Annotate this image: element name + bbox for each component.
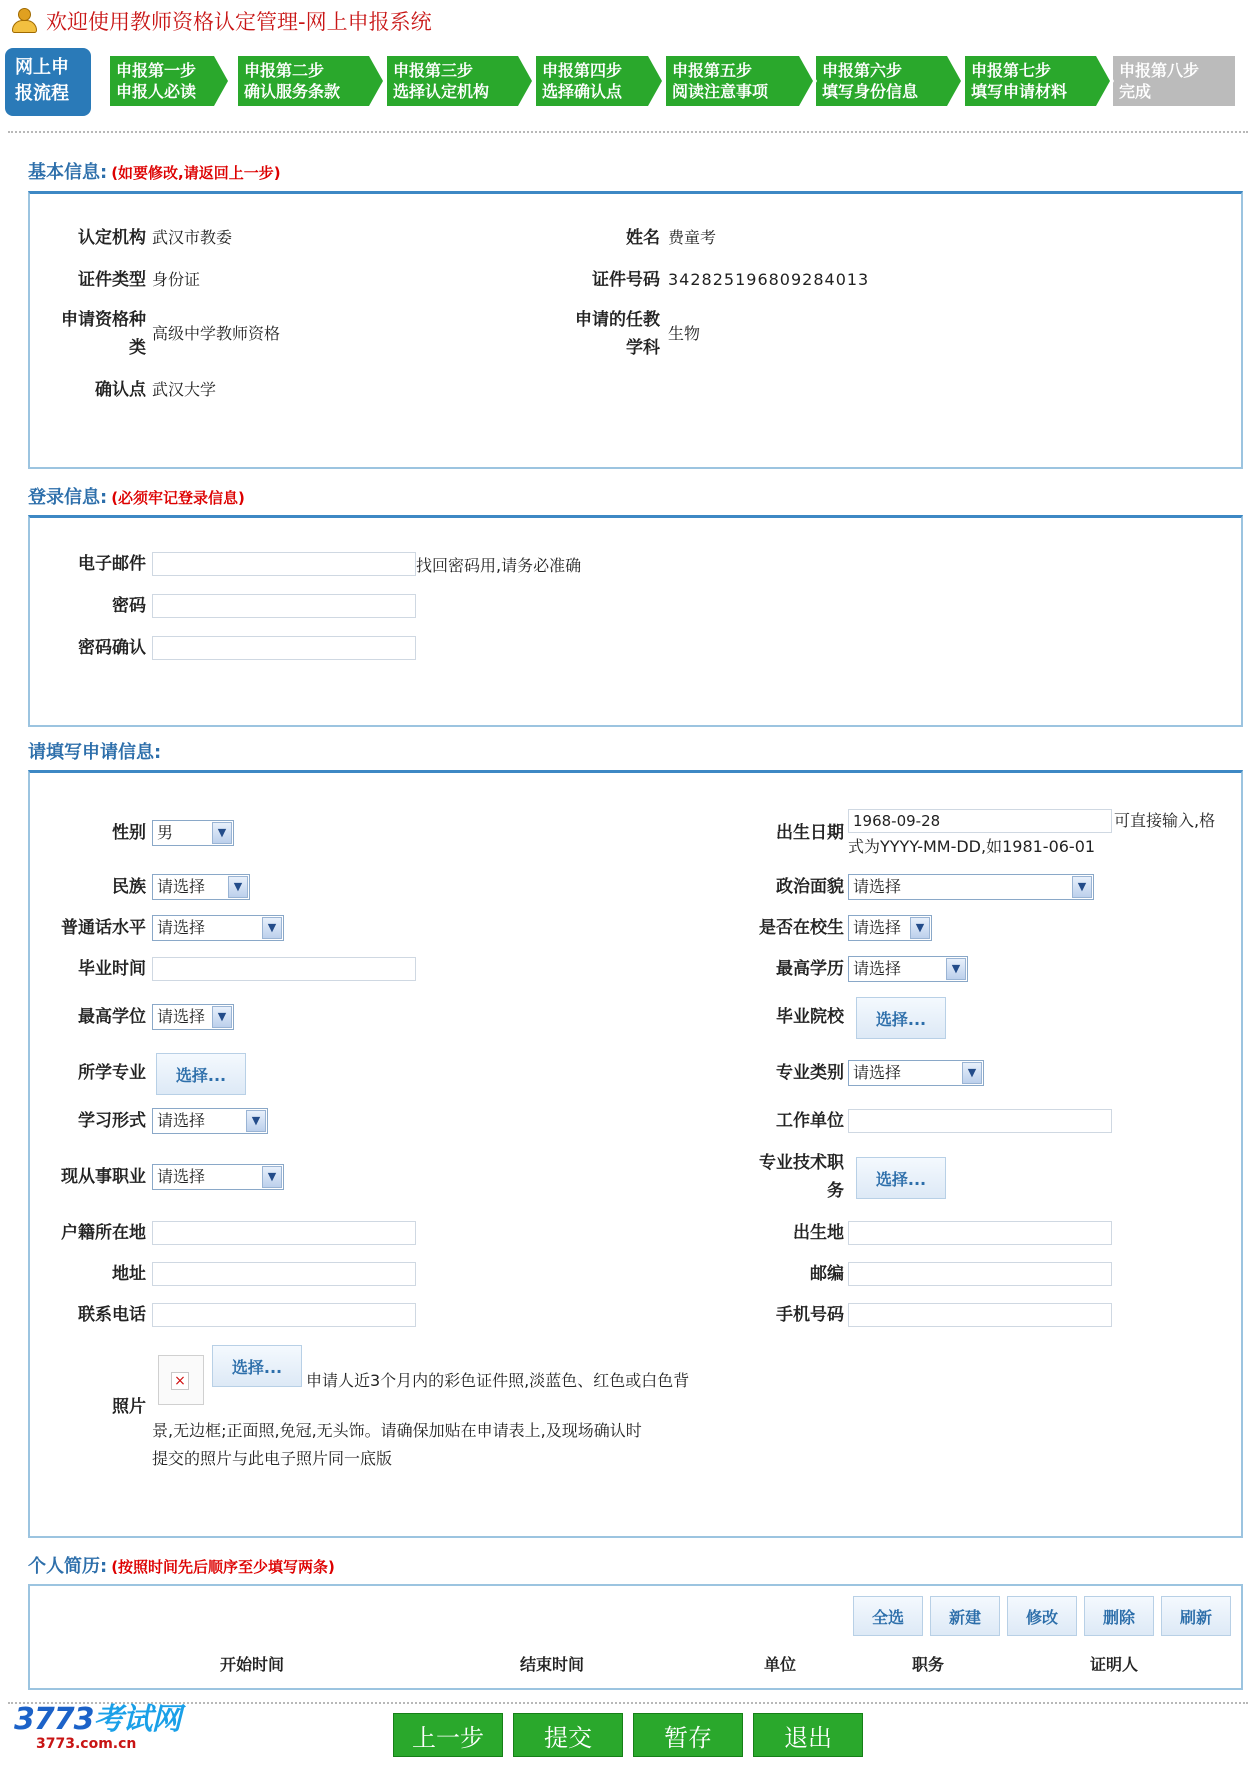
logo-number: 3773: [14, 1702, 94, 1737]
student-selected: 请选择: [853, 918, 902, 937]
subject-value: 生物: [668, 324, 701, 343]
photo-label: 照片: [112, 1397, 146, 1417]
edu-select[interactable]: [848, 956, 968, 982]
step-6-line2: 填写身份信息: [822, 82, 919, 101]
step-8[interactable]: [1113, 56, 1235, 106]
step-home-line1: 网上申: [15, 57, 69, 78]
title-label-1: 专业技术职: [759, 1153, 844, 1173]
edu-selected: 请选择: [853, 959, 902, 978]
step-4-line2: 选择确认点: [542, 82, 623, 101]
basic-info-note: (如要修改,请返回上一步): [111, 164, 281, 182]
photo-hint-3: 提交的照片与此电子照片同一底版: [152, 1449, 393, 1468]
gender-selected: 男: [157, 823, 174, 842]
step-home-line2: 报流程: [15, 83, 69, 104]
majortype-selected: 请选择: [853, 1063, 902, 1082]
step-3-line2: 选择认定机构: [393, 82, 490, 101]
mandarin-select[interactable]: [152, 915, 284, 941]
gradtime-field[interactable]: [152, 957, 416, 981]
political-select[interactable]: [848, 874, 1094, 900]
login-info-title: [28, 483, 245, 509]
logo-text: 考试网: [93, 1702, 181, 1737]
gender-label: 性别: [112, 823, 146, 843]
subject-label-1: 申请的任教: [575, 310, 660, 330]
photo-hint-1: 申请人近3个月内的彩色证件照,淡蓝色、红色或白色背: [306, 1371, 690, 1390]
step-1-line1: 申报第一步: [116, 61, 197, 80]
qual-label-2: 类: [129, 338, 146, 358]
student-label: 是否在校生: [759, 918, 844, 938]
apply-info-title: [28, 738, 161, 764]
job-label: 现从事职业: [61, 1167, 146, 1187]
birth-date-field[interactable]: [848, 809, 1112, 833]
name-label: 姓名: [626, 228, 660, 248]
password-label: 密码: [112, 596, 146, 616]
address-field[interactable]: [152, 1262, 416, 1286]
step-1-line2: 申报人必读: [116, 82, 197, 101]
password-confirm-field[interactable]: [152, 636, 416, 660]
zip-field[interactable]: [848, 1262, 1112, 1286]
login-info-heading: 登录信息:: [28, 487, 108, 508]
birth-hint-1: 可直接输入,格: [1114, 811, 1216, 830]
ethnic-label: 民族: [112, 877, 146, 897]
qual-label-1: 申请资格种: [61, 310, 146, 330]
save-draft-button[interactable]: 暂存: [633, 1713, 743, 1757]
broken-image-icon: ×: [171, 1372, 189, 1390]
student-select[interactable]: [848, 915, 932, 941]
col-end-time: 结束时间: [520, 1655, 585, 1674]
step-7[interactable]: [965, 56, 1096, 106]
col-position: 职务: [912, 1655, 945, 1674]
major-label: 所学专业: [78, 1063, 146, 1083]
photo-hint-2: 景,无边框;正面照,免冠,无头饰。请确保加贴在申请表上,及现场确认时: [152, 1421, 642, 1440]
select-all-button[interactable]: 全选: [853, 1596, 923, 1636]
exit-button[interactable]: 退出: [753, 1713, 863, 1757]
logo-domain: 3773.com.cn: [36, 1736, 137, 1752]
refresh-button[interactable]: 刷新: [1161, 1596, 1231, 1636]
login-info-panel: [28, 515, 1243, 727]
address-label: 地址: [112, 1264, 146, 1284]
mobile-label: 手机号码: [776, 1305, 844, 1325]
birthplace-label: 出生地: [793, 1223, 844, 1243]
idtype-label: 证件类型: [78, 270, 146, 290]
gradtime-label: 毕业时间: [78, 959, 146, 979]
chevron-down-icon: ▼: [262, 917, 282, 939]
employer-field[interactable]: [848, 1109, 1112, 1133]
birthplace-field[interactable]: [848, 1221, 1112, 1245]
job-select[interactable]: [152, 1164, 284, 1190]
hukou-field[interactable]: [152, 1221, 416, 1245]
col-witness: 证明人: [1090, 1655, 1139, 1674]
step-6[interactable]: [816, 56, 947, 106]
divider: [8, 131, 1248, 133]
basic-info-panel: [28, 191, 1243, 469]
step-home-tab[interactable]: [5, 48, 91, 116]
col-start-time: 开始时间: [220, 1655, 285, 1674]
chevron-down-icon: ▼: [246, 1110, 266, 1132]
step-navigation: [5, 48, 1235, 108]
idno-value: 342825196809284013: [668, 270, 870, 289]
chevron-down-icon: ▼: [262, 1166, 282, 1188]
title-label-2: 务: [827, 1181, 844, 1201]
basic-info-heading: 基本信息:: [28, 162, 108, 183]
apply-info-panel: [28, 770, 1243, 1538]
studyform-label: 学习形式: [78, 1111, 146, 1131]
mobile-field[interactable]: [848, 1303, 1112, 1327]
divider: [8, 1702, 1248, 1704]
step-2[interactable]: [238, 56, 369, 106]
chevron-down-icon: ▼: [212, 822, 232, 844]
col-employer: 单位: [764, 1655, 797, 1674]
confirm-point-value: 武汉大学: [152, 380, 217, 399]
step-7-line1: 申报第七步: [971, 61, 1052, 80]
majortype-label: 专业类别: [776, 1063, 844, 1083]
step-2-line2: 确认服务条款: [244, 82, 341, 101]
resume-note: (按照时间先后顺序至少填写两条): [111, 1558, 335, 1576]
school-choose-button[interactable]: 选择...: [856, 997, 946, 1039]
political-label: 政治面貌: [776, 877, 844, 897]
idtype-value: 身份证: [152, 270, 201, 289]
degree-label: 最高学位: [78, 1007, 146, 1027]
delete-button[interactable]: 删除: [1084, 1596, 1154, 1636]
qual-value: 高级中学教师资格: [152, 324, 281, 343]
agency-value: 武汉市教委: [152, 228, 233, 247]
new-button[interactable]: 新建: [930, 1596, 1000, 1636]
chevron-down-icon: ▼: [1072, 876, 1092, 898]
mandarin-selected: 请选择: [157, 918, 206, 937]
email-label: 电子邮件: [78, 554, 146, 574]
degree-selected: 请选择: [157, 1007, 206, 1026]
majortype-select[interactable]: [848, 1060, 984, 1086]
site-logo: [14, 1704, 181, 1752]
apply-info-heading: 请填写申请信息:: [28, 742, 162, 763]
political-selected: 请选择: [853, 877, 902, 896]
chevron-down-icon: ▼: [962, 1062, 982, 1084]
chevron-down-icon: ▼: [228, 876, 248, 898]
login-info-note: (必须牢记登录信息): [111, 489, 245, 507]
app-title-bar: [10, 6, 432, 36]
job-selected: 请选择: [157, 1167, 206, 1186]
phone-label: 联系电话: [78, 1305, 146, 1325]
chevron-down-icon: ▼: [946, 958, 966, 980]
title-choose-button[interactable]: 选择...: [856, 1157, 946, 1199]
resume-title: [28, 1552, 335, 1578]
photo-preview: [158, 1355, 204, 1405]
user-icon: [10, 8, 38, 34]
birth-hint-2: 式为YYYY-MM-DD,如1981-06-01: [848, 837, 1096, 856]
idno-label: 证件号码: [592, 270, 660, 290]
basic-info-title: [28, 158, 281, 184]
degree-select[interactable]: [152, 1004, 234, 1030]
step-5[interactable]: [666, 56, 799, 106]
step-8-line2: 完成: [1119, 82, 1152, 101]
email-field[interactable]: [152, 552, 416, 576]
edit-button[interactable]: 修改: [1007, 1596, 1077, 1636]
app-title: 欢迎使用教师资格认定管理-网上申报系统: [46, 10, 432, 34]
photo-choose-button[interactable]: 选择...: [212, 1345, 302, 1387]
school-label: 毕业院校: [776, 1007, 844, 1027]
studyform-select[interactable]: [152, 1108, 268, 1134]
step-4[interactable]: [536, 56, 648, 106]
step-8-line1: 申报第八步: [1119, 61, 1200, 80]
step-5-line1: 申报第五步: [672, 61, 753, 80]
step-3[interactable]: [387, 56, 518, 106]
submit-button[interactable]: 提交: [513, 1713, 623, 1757]
email-hint: 找回密码用,请务必准确: [416, 556, 582, 575]
confirm-point-label: 确认点: [95, 380, 146, 400]
step-5-line2: 阅读注意事项: [672, 82, 769, 101]
agency-label: 认定机构: [78, 228, 146, 248]
prev-step-button[interactable]: 上一步: [393, 1713, 503, 1757]
studyform-selected: 请选择: [157, 1111, 206, 1130]
resume-panel: [28, 1584, 1243, 1690]
step-6-line1: 申报第六步: [822, 61, 903, 80]
password-field[interactable]: [152, 594, 416, 618]
ethnic-select[interactable]: [152, 874, 250, 900]
gender-select[interactable]: [152, 820, 234, 846]
birth-label: 出生日期: [776, 823, 844, 843]
password-confirm-label: 密码确认: [78, 638, 146, 658]
zip-label: 邮编: [810, 1264, 844, 1284]
step-7-line2: 填写申请材料: [971, 82, 1068, 101]
major-choose-button[interactable]: 选择...: [156, 1053, 246, 1095]
chevron-down-icon: ▼: [910, 917, 930, 939]
step-1[interactable]: [110, 56, 214, 106]
employer-label: 工作单位: [776, 1111, 844, 1131]
phone-field[interactable]: [152, 1303, 416, 1327]
step-2-line1: 申报第二步: [244, 61, 325, 80]
chevron-down-icon: ▼: [212, 1006, 232, 1028]
step-3-line1: 申报第三步: [393, 61, 474, 80]
mandarin-label: 普通话水平: [61, 918, 146, 938]
ethnic-selected: 请选择: [157, 877, 206, 896]
step-4-line1: 申报第四步: [542, 61, 623, 80]
resume-heading: 个人简历:: [28, 1556, 108, 1577]
hukou-label: 户籍所在地: [61, 1223, 146, 1243]
subject-label-2: 学科: [626, 338, 660, 358]
name-value: 费童考: [668, 228, 717, 247]
edu-label: 最高学历: [776, 959, 844, 979]
